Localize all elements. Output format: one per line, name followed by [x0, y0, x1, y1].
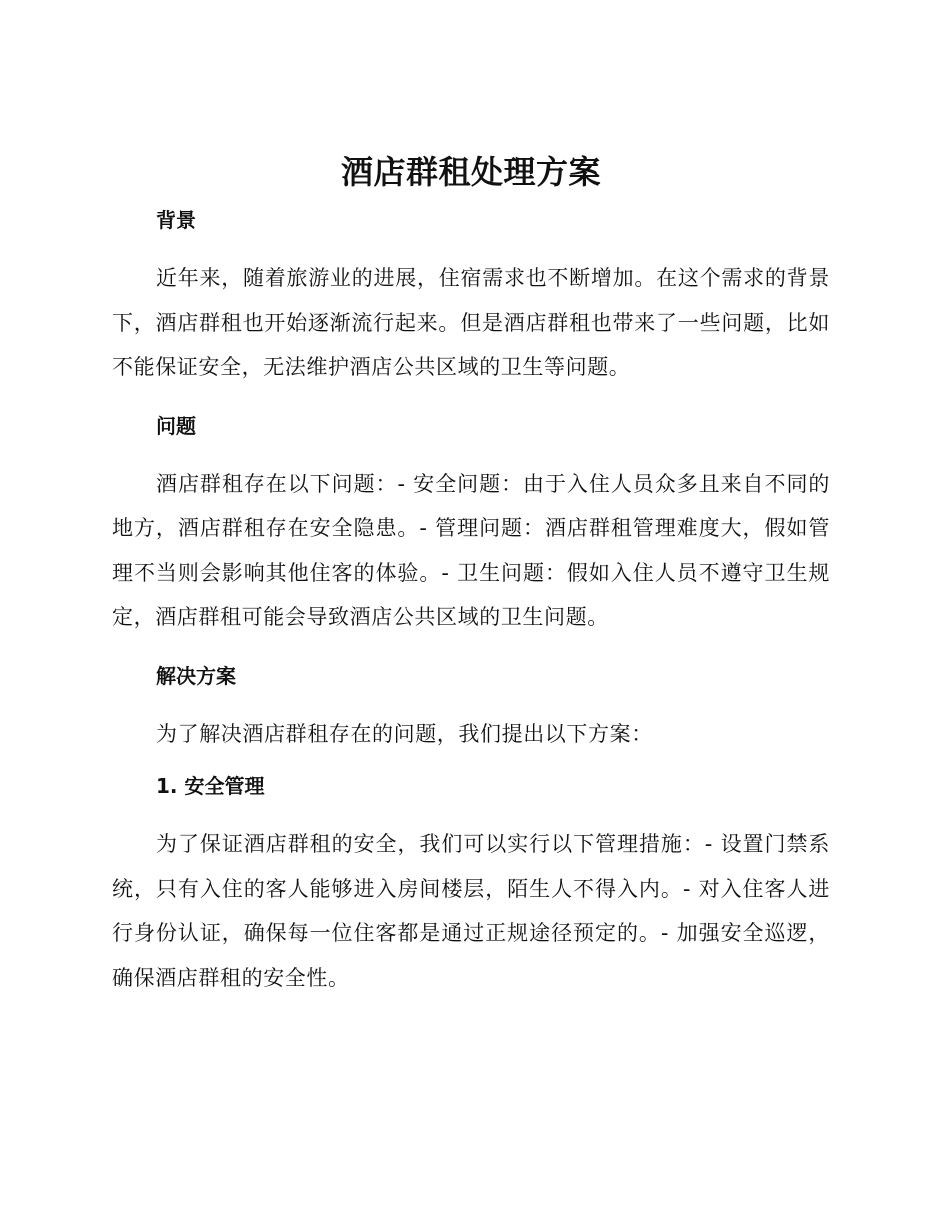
paragraph-security-management: 为了保证酒店群租的安全，我们可以实行以下管理措施：- 设置门禁系统，只有入住的客人能够进入房间楼层，陌生人不得入内。- 对入住客人进行身份认证，确保每一位住客都是通过正规途径预定的。- 加强安全巡逻，确保酒店群租的安全性。: [112, 832, 830, 990]
section-heading-security-management: 1. 安全管理: [156, 774, 265, 798]
section-solutions: [112, 662, 830, 757]
section-security-management: [112, 772, 830, 1000]
paragraph-problems: 酒店群租存在以下问题：- 安全问题：由于入住人员众多且来自不同的地方，酒店群租存在安全隐患。- 管理问题：酒店群租管理难度大，假如管理不当则会影响其他住客的体验。- 卫生问题：假如入住人员不遵守卫生规定，酒店群租可能会导致酒店公共区域的卫生问题。: [112, 471, 830, 629]
section-heading-problems: 问题: [156, 413, 196, 438]
section-heading-solutions: 解决方案: [156, 663, 236, 688]
section-background: [112, 206, 830, 390]
paragraph-solutions: 为了解决酒店群租存在的问题，我们提出以下方案：: [156, 721, 653, 746]
section-problems: [112, 412, 830, 640]
document-title: 酒店群租处理方案: [340, 153, 601, 191]
paragraph-background: 近年来，随着旅游业的进展，住宿需求也不断增加。在这个需求的背景下，酒店群租也开始逐渐流行起来。但是酒店群租也带来了一些问题，比如不能保证安全，无法维护酒店公共区域的卫生等问题。: [112, 266, 830, 379]
section-heading-background: 背景: [156, 208, 196, 232]
